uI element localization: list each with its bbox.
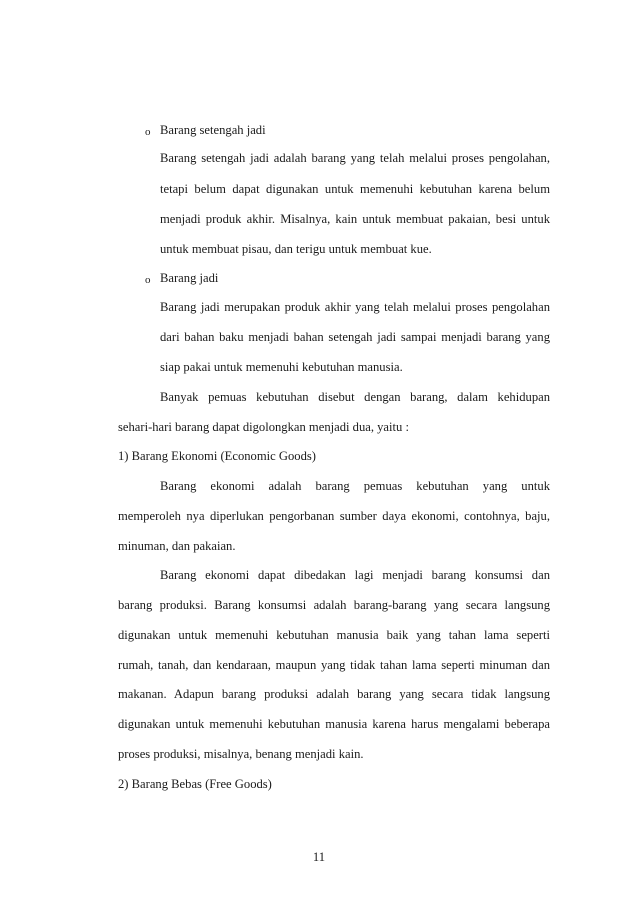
bullet-marker: o	[145, 126, 151, 138]
section-heading-barang-ekonomi: 1) Barang Ekonomi (Economic Goods)	[118, 449, 316, 463]
body-line: menjadi produk akhir. Misalnya, kain untuk membuat pakaian, besi untuk	[160, 212, 550, 226]
section-heading-barang-bebas: 2) Barang Bebas (Free Goods)	[118, 777, 272, 791]
body-line: sehari-hari barang dapat digolongkan menjadi dua, yaitu :	[118, 420, 409, 434]
body-line: Barang jadi merupakan produk akhir yang telah melalui proses pengolahan	[160, 300, 550, 314]
body-line: digunakan untuk memenuhi kebutuhan manusia karena harus mengalami beberapa	[118, 717, 550, 731]
bullet-marker: o	[145, 274, 151, 286]
body-line: Barang setengah jadi adalah barang yang telah melalui proses pengolahan,	[160, 151, 550, 165]
bullet-title-barang-setengah-jadi: Barang setengah jadi	[160, 123, 266, 137]
body-line: rumah, tanah, dan kendaraan, maupun yang tidak tahan lama seperti minuman dan	[118, 658, 550, 672]
body-line: makanan. Adapun barang produksi adalah barang yang secara tidak langsung	[118, 687, 550, 701]
body-line: Barang ekonomi dapat dibedakan lagi menjadi barang konsumsi dan	[160, 568, 550, 582]
body-line: proses produksi, misalnya, benang menjadi kain.	[118, 747, 364, 761]
body-line: memperoleh nya diperlukan pengorbanan sumber daya ekonomi, contohnya, baju,	[118, 509, 550, 523]
body-line: barang produksi. Barang konsumsi adalah barang-barang yang secara langsung	[118, 598, 550, 612]
body-line: Banyak pemuas kebutuhan disebut dengan barang, dalam kehidupan	[160, 390, 550, 404]
page-number: 11	[312, 850, 326, 864]
body-line: siap pakai untuk memenuhi kebutuhan manusia.	[160, 360, 403, 374]
body-line: tetapi belum dapat digunakan untuk memenuhi kebutuhan karena belum	[160, 182, 550, 196]
body-line: Barang ekonomi adalah barang pemuas kebutuhan yang untuk	[160, 479, 550, 493]
body-line: dari bahan baku menjadi bahan setengah jadi sampai menjadi barang yang	[160, 330, 550, 344]
body-line: untuk membuat pisau, dan terigu untuk membuat kue.	[160, 242, 432, 256]
bullet-title-barang-jadi: Barang jadi	[160, 271, 219, 285]
body-line: digunakan untuk memenuhi kebutuhan manusia baik yang tahan lama seperti	[118, 628, 550, 642]
body-line: minuman, dan pakaian.	[118, 539, 236, 553]
